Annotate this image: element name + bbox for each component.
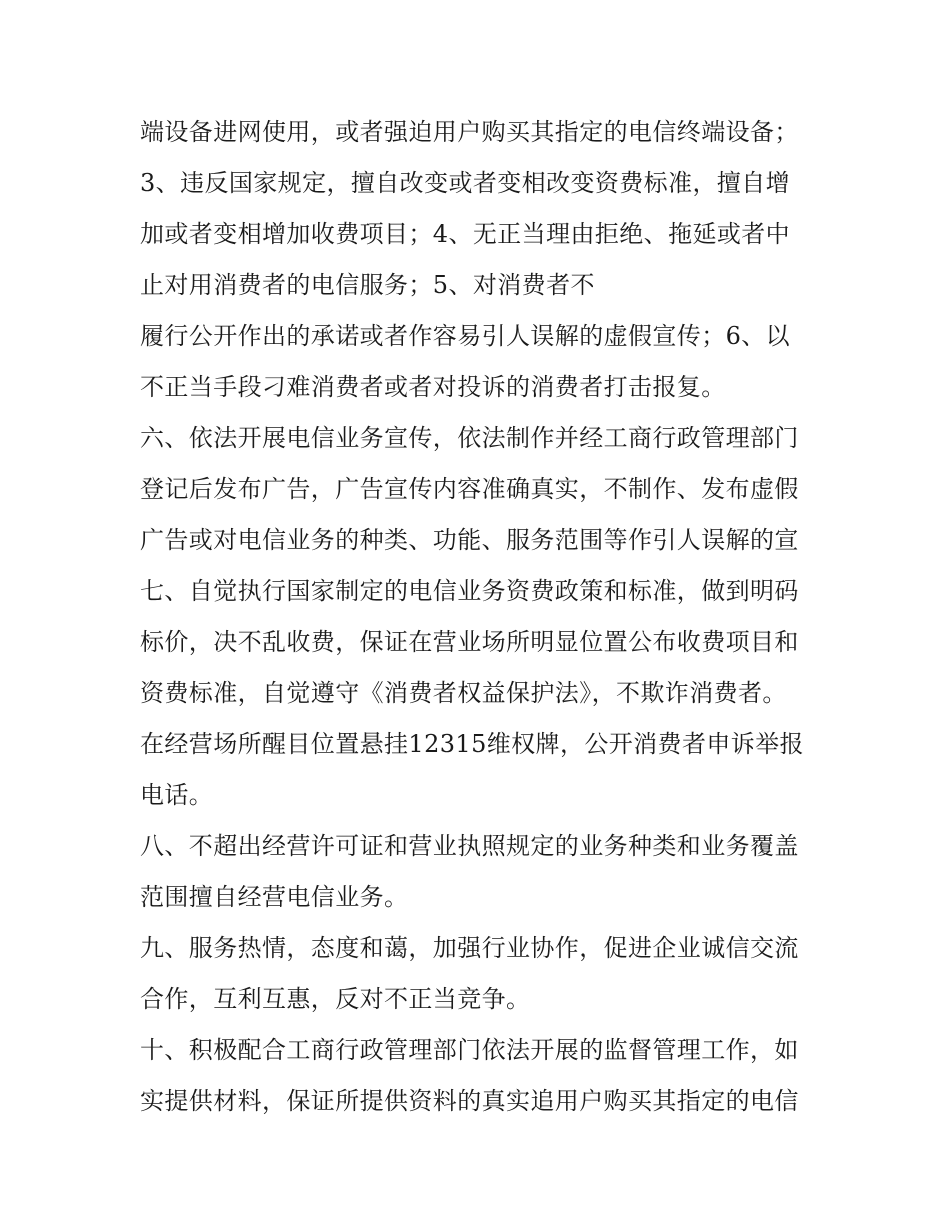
text-line: 七、自觉执行国家制定的电信业务资费政策和标准，做到明码 bbox=[140, 577, 799, 605]
text-line: 六、依法开展电信业务宣传，依法制作并经工商行政管理部门 bbox=[140, 424, 799, 452]
text-line: 在经营场所醒目位置悬挂12315维权牌，公开消费者申诉举报 bbox=[140, 730, 804, 758]
text-line: 3、违反国家规定，擅自改变或者变相改变资费标准，擅自增 bbox=[140, 169, 791, 197]
text-line: 十、积极配合工商行政管理部门依法开展的监督管理工作，如 bbox=[140, 1036, 799, 1064]
text-line: 电话。 bbox=[140, 781, 214, 809]
document-body bbox=[140, 107, 830, 1127]
text-line: 合作，互利互惠，反对不正当竞争。 bbox=[140, 985, 531, 1013]
text-line: 标价，决不乱收费，保证在营业场所明显位置公布收费项目和 bbox=[140, 628, 799, 656]
text-line: 资费标准，自觉遵守《消费者权益保护法》，不欺诈消费者。 bbox=[140, 679, 787, 707]
text-line: 不正当手段刁难消费者或者对投诉的消费者打击报复。 bbox=[140, 373, 726, 401]
text-line: 履行公开作出的承诺或者作容易引人误解的虚假宣传；6、以 bbox=[140, 322, 791, 350]
text-line: 端设备进网使用，或者强迫用户购买其指定的电信终端设备； bbox=[140, 118, 799, 146]
text-line: 九、服务热情，态度和蔼，加强行业协作，促进企业诚信交流 bbox=[140, 934, 799, 962]
text-line: 止对用消费者的电信服务；5、对消费者不 bbox=[140, 271, 595, 299]
text-line: 广告或对电信业务的种类、功能、服务范围等作引人误解的宣 bbox=[140, 526, 799, 554]
text-line: 登记后发布广告，广告宣传内容准确真实，不制作、发布虚假 bbox=[140, 475, 799, 503]
text-line: 加或者变相增加收费项目；4、无正当理由拒绝、拖延或者中 bbox=[140, 220, 791, 248]
text-line: 范围擅自经营电信业务。 bbox=[140, 883, 409, 911]
text-line: 实提供材料，保证所提供资料的真实追用户购买其指定的电信 bbox=[140, 1087, 799, 1115]
text-line: 八、不超出经营许可证和营业执照规定的业务种类和业务覆盖 bbox=[140, 832, 799, 860]
